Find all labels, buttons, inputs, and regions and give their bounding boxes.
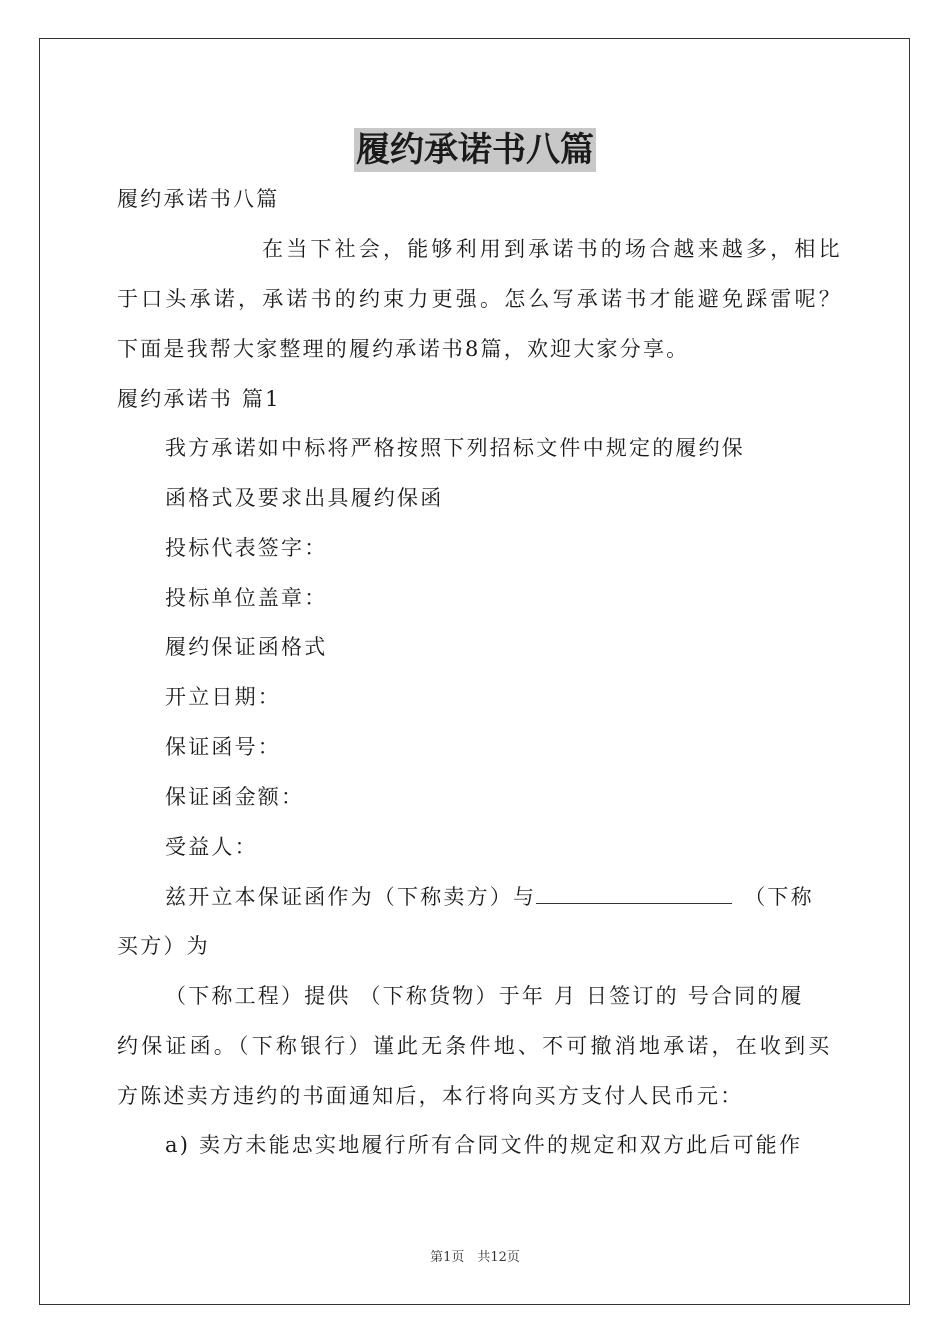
para1-cont: 买方）为: [117, 934, 210, 958]
body-line-1: 我方承诺如中标将严格按照下列招标文件中规定的履约保: [165, 436, 745, 460]
body-line-8: 保证函金额：: [165, 785, 305, 809]
para1-end: （下称: [744, 885, 814, 909]
body-line-7: 保证函号：: [165, 735, 281, 759]
body-line-9: 受益人：: [165, 835, 258, 859]
para2-line-3: 方陈述卖方违约的书面通知后，本行将向买方支付人民币元：: [117, 1084, 744, 1108]
body-line-6: 开立日期：: [165, 685, 281, 709]
para1-line: [165, 881, 814, 912]
para1-start: 兹开立本保证函作为（下称卖方）与: [165, 885, 537, 909]
body-line-3: 投标代表签字：: [165, 536, 328, 560]
intro-line-3: 下面是我帮大家整理的履约承诺书8篇，欢迎大家分享。: [117, 337, 690, 361]
document-title: 履约承诺书八篇: [356, 130, 594, 170]
para2-line-1: （下称工程）提供 （下称货物）于年 月 日签订的 号合同的履: [165, 984, 804, 1008]
page-border: [39, 38, 910, 1305]
para3-line-1: a) 卖方未能忠实地履行所有合同文件的规定和双方此后可能作: [165, 1133, 803, 1157]
title-container: [0, 128, 950, 172]
blank-line: [536, 881, 732, 904]
body-line-5: 履约保证函格式: [165, 635, 328, 659]
page-footer: 第1页 共12页: [430, 1250, 520, 1265]
intro-line-1: 在当下社会，能够利用到承诺书的场合越来越多，相比: [262, 237, 843, 261]
intro-line-2: 于口头承诺，承诺书的约束力更强。怎么写承诺书才能避免踩雷呢？: [117, 287, 843, 311]
para2-line-2: 约保证函。（下称银行）谨此无条件地、不可撤消地承诺，在收到买: [117, 1034, 833, 1058]
body-line-2: 函格式及要求出具履约保函: [165, 486, 444, 510]
body-line-4: 投标单位盖章：: [165, 586, 328, 610]
section-heading: 履约承诺书 篇1: [117, 387, 281, 411]
subtitle: 履约承诺书八篇: [117, 187, 280, 211]
